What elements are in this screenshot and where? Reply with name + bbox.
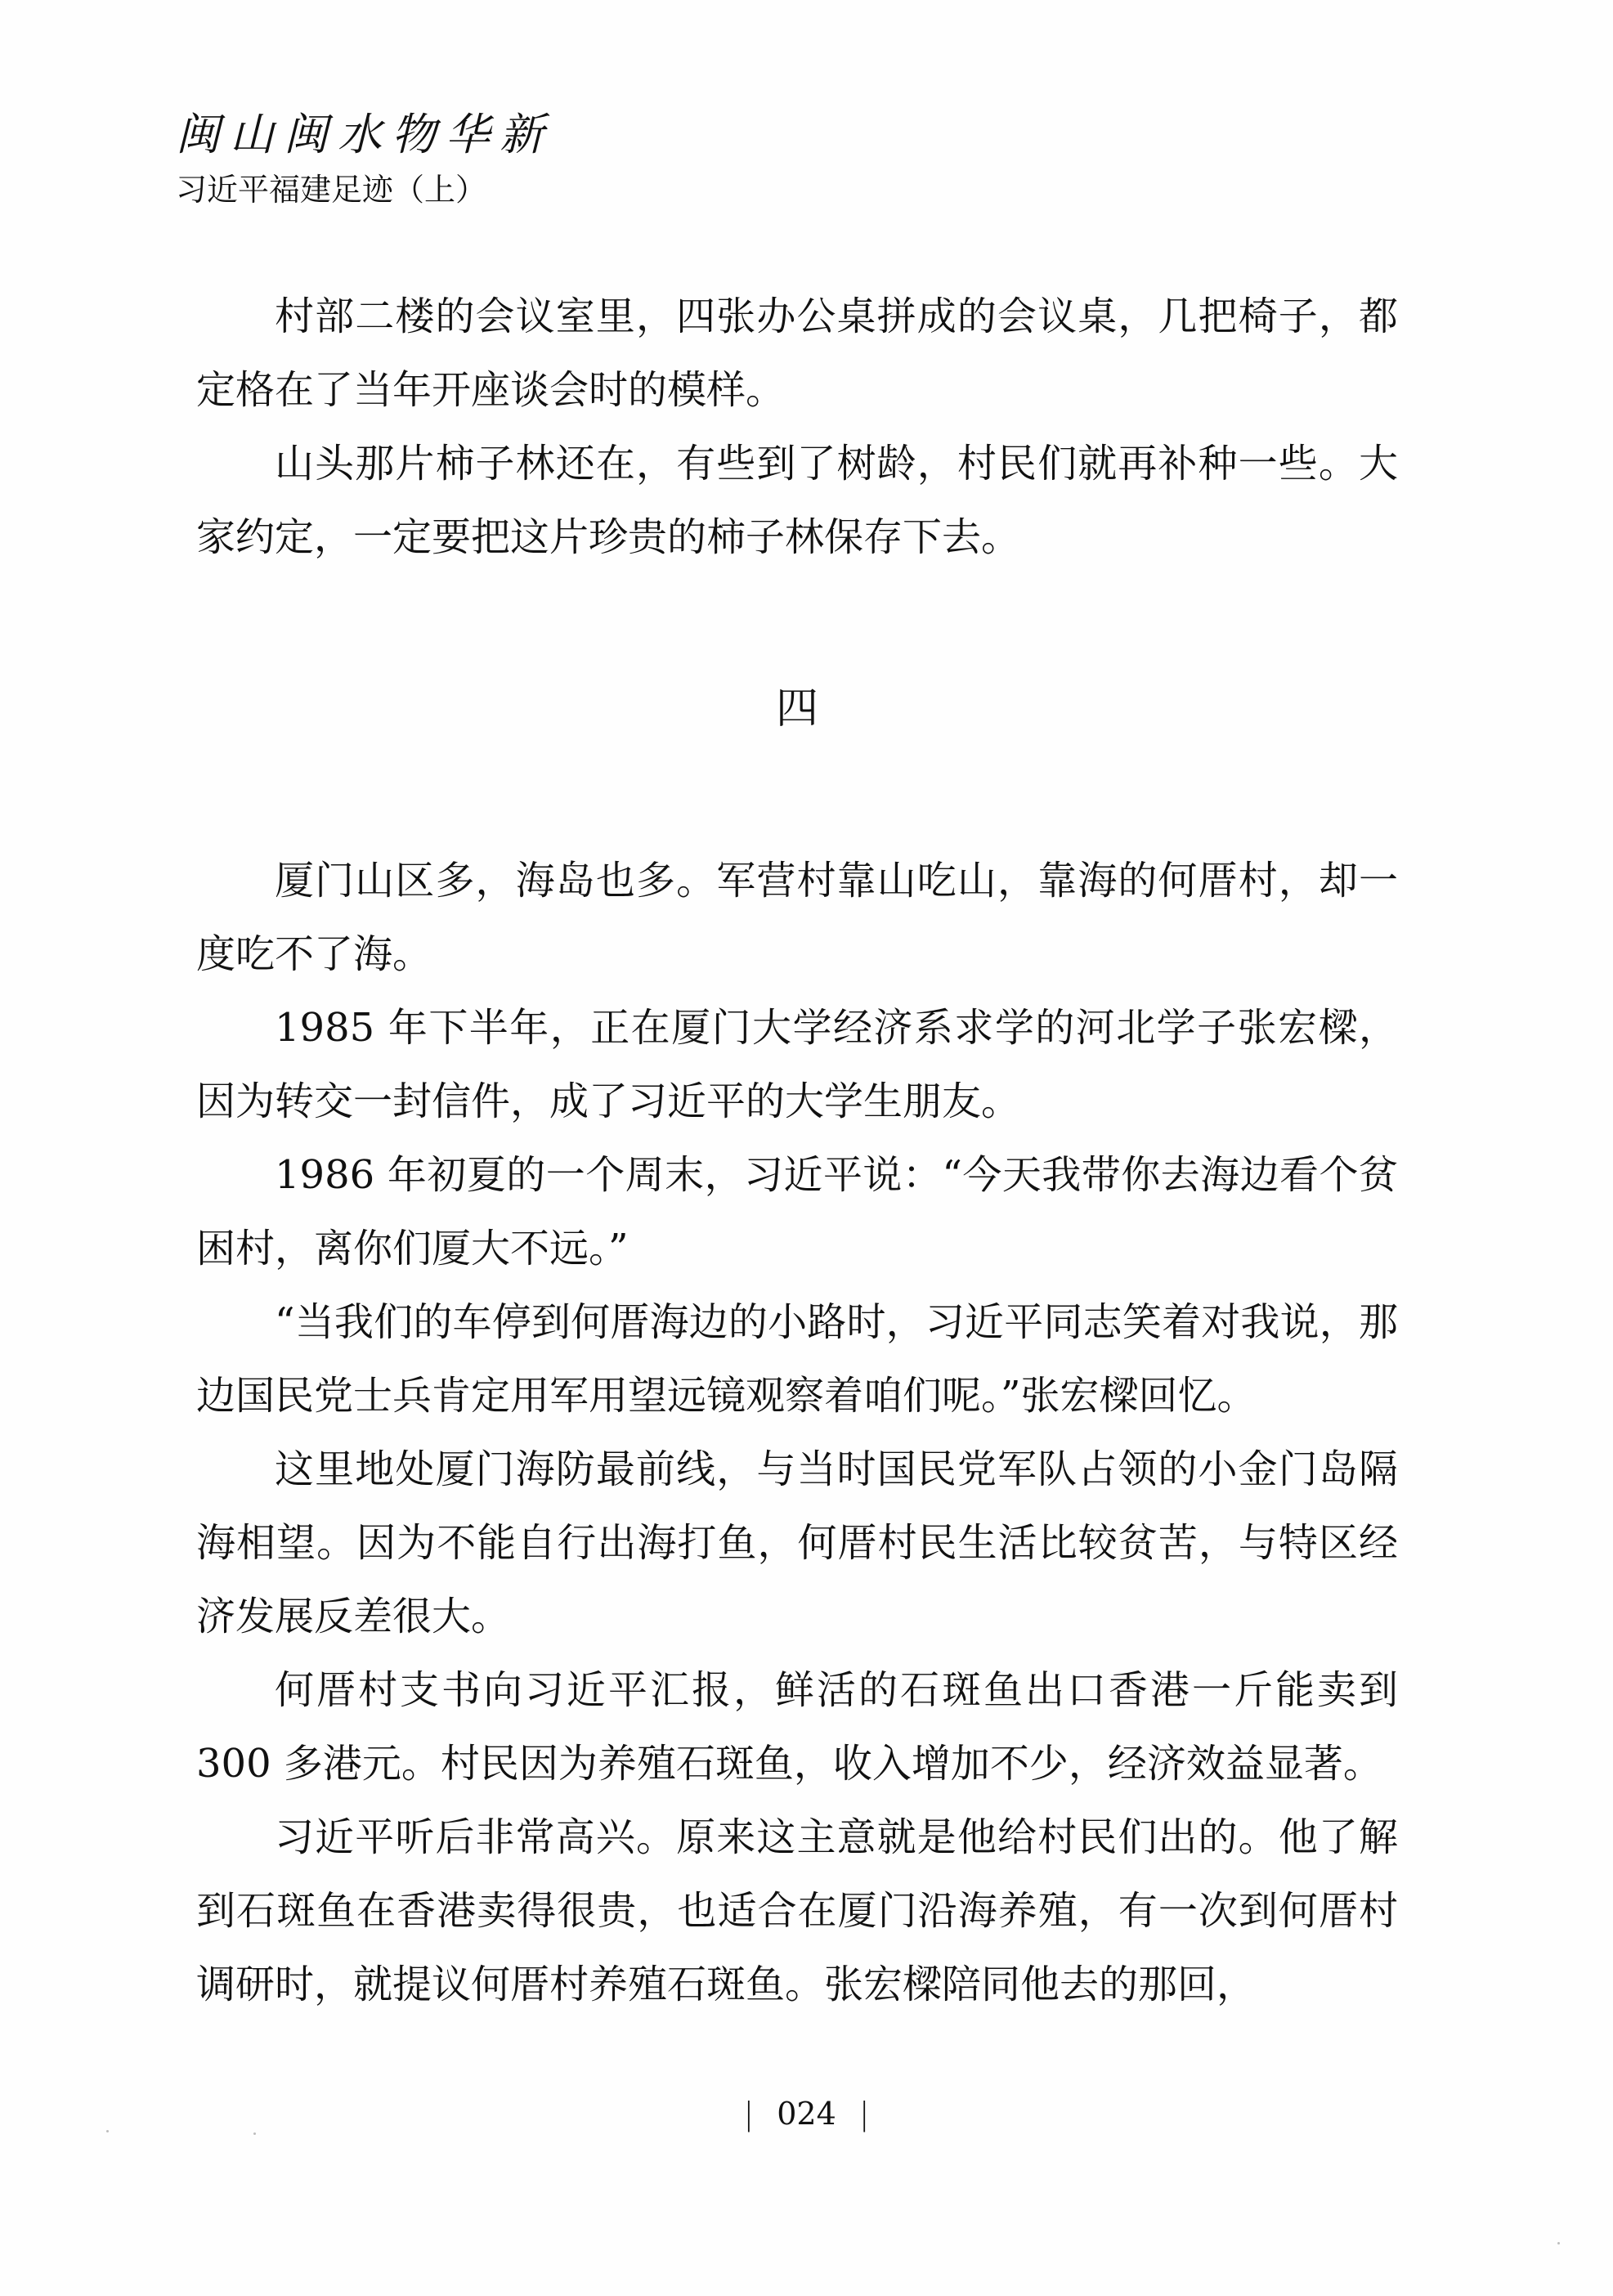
running-header bbox=[176, 108, 912, 213]
page-number: 024 bbox=[777, 2096, 836, 2132]
book-title: 闽山闽水物华新 bbox=[176, 109, 553, 160]
paragraph: 厦门山区多，海岛也多。军营村靠山吃山，靠海的何厝村，却一度吃不了海。 bbox=[196, 858, 1398, 977]
paragraph: 1986 年初夏的一个周末，习近平说：“今天我带你去海边看个贫困村，离你们厦大不远。” bbox=[196, 1152, 1398, 1271]
body-text bbox=[196, 280, 1398, 2021]
paragraph: 1985 年下半年，正在厦门大学经济系求学的河北学子张宏樑，因为转交一封信件，成了习近平的大学生朋友。 bbox=[196, 1005, 1398, 1124]
scan-speck bbox=[106, 2130, 109, 2132]
paragraph: 习近平听后非常高兴。原来这主意就是他给村民们出的。他了解到石斑鱼在香港卖得很贵，也适合在厦门沿海养殖，有一次到何厝村调研时，就提议何厝村养殖石斑鱼。张宏樑陪同他去的那回， bbox=[196, 1814, 1398, 2007]
paragraph: 何厝村支书向习近平汇报，鲜活的石斑鱼出口香港一斤能卖到 300 多港元。村民因为养殖石斑鱼，收入增加不少，经济效益显著。 bbox=[196, 1667, 1398, 1787]
paragraph: 村部二楼的会议室里，四张办公桌拼成的会议桌，几把椅子，都定格在了当年开座谈会时的模样。 bbox=[196, 294, 1398, 413]
footer-bar-right: | bbox=[858, 2096, 870, 2132]
page-footer bbox=[0, 2093, 1613, 2134]
section-heading: 四 bbox=[775, 684, 818, 733]
scan-speck bbox=[1557, 2242, 1560, 2244]
book-subtitle: 习近平福建足迹（上） bbox=[176, 172, 487, 208]
paragraph: 山头那片柿子林还在，有些到了树龄，村民们就再补种一些。大家约定，一定要把这片珍贵的柿子林保存下去。 bbox=[196, 441, 1398, 560]
paragraph: 这里地处厦门海防最前线，与当时国民党军队占领的小金门岛隔海相望。因为不能自行出海打鱼，何厝村民生活比较贫苦，与特区经济发展反差很大。 bbox=[196, 1446, 1398, 1639]
scan-speck bbox=[253, 2132, 256, 2135]
footer-bar-left: | bbox=[743, 2096, 755, 2132]
paragraph: “当我们的车停到何厝海边的小路时，习近平同志笑着对我说，那边国民党士兵肯定用军用望远镜观察着咱们呢。”张宏樑回忆。 bbox=[196, 1299, 1398, 1419]
